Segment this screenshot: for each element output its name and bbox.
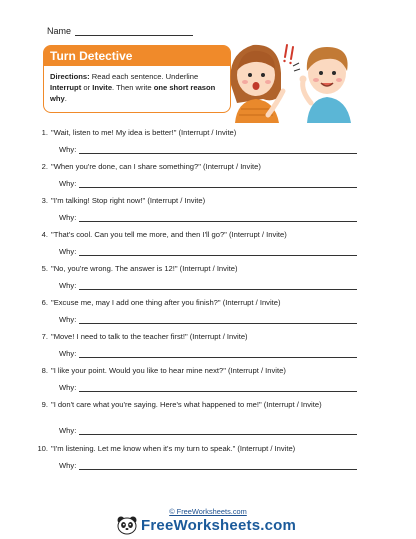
question-text: "No, you're wrong. The answer is 12!" (Interrupt / Invite) xyxy=(51,264,238,273)
question-text: "I like your point. Would you like to hear mine next?" (Interrupt / Invite) xyxy=(51,366,286,375)
why-label: Why: xyxy=(59,145,77,154)
why-label: Why: xyxy=(59,426,77,435)
worksheet-title: Turn Detective xyxy=(50,49,133,63)
directions-text xyxy=(50,71,226,104)
why-answer-line[interactable] xyxy=(79,179,357,188)
question-item xyxy=(36,128,376,162)
name-label: Name xyxy=(47,26,72,36)
why-label: Why: xyxy=(59,179,77,188)
directions-part: . xyxy=(64,94,67,103)
question-number: 6. xyxy=(41,298,48,307)
why-answer-line[interactable] xyxy=(79,349,357,358)
question-number: 4. xyxy=(41,230,48,239)
exclamation-icon xyxy=(283,45,293,64)
why-label: Why: xyxy=(59,315,77,324)
question-item xyxy=(36,162,376,196)
title-bar xyxy=(44,46,230,66)
question-item xyxy=(36,230,376,264)
name-row xyxy=(47,26,193,36)
question-item xyxy=(36,264,376,298)
girl-figure xyxy=(230,45,283,123)
question-text: "Excuse me, may I add one thing after you finish?" (Interrupt / Invite) xyxy=(51,298,281,307)
why-answer-line[interactable] xyxy=(79,281,357,290)
question-number: 9. xyxy=(41,400,48,409)
question-text: "I'm listening. Let me know when it's my turn to speak." (Interrupt / Invite) xyxy=(51,444,296,453)
question-item xyxy=(36,400,376,444)
boy-figure xyxy=(300,47,352,123)
why-answer-line[interactable] xyxy=(79,461,357,470)
question-text: "That's cool. Can you tell me more, and then I'll go?" (Interrupt / Invite) xyxy=(51,230,287,239)
why-label: Why: xyxy=(59,383,77,392)
question-number: 7. xyxy=(41,332,48,341)
question-text: "Wait, listen to me! My idea is better!" (Interrupt / Invite) xyxy=(51,128,237,137)
directions-part: . Then write xyxy=(112,83,154,92)
question-item xyxy=(36,298,376,332)
header-box xyxy=(43,45,231,113)
question-number: 2. xyxy=(41,162,48,171)
question-number: 1. xyxy=(41,128,48,137)
question-text: "Move! I need to talk to the teacher first!" (Interrupt / Invite) xyxy=(51,332,248,341)
directions-word-invite: Invite xyxy=(92,83,113,92)
why-answer-line[interactable] xyxy=(79,213,357,222)
question-number: 10. xyxy=(37,444,48,453)
question-item xyxy=(36,332,376,366)
question-text: "When you're done, can I share something?" (Interrupt / Invite) xyxy=(51,162,261,171)
why-answer-line[interactable] xyxy=(79,383,357,392)
question-number: 5. xyxy=(41,264,48,273)
footer-logo xyxy=(116,515,296,535)
why-label: Why: xyxy=(59,213,77,222)
directions-word-interrupt: Interrupt xyxy=(50,83,82,92)
why-answer-line[interactable] xyxy=(79,247,357,256)
question-text: "I don't care what you're saying. Here's what happened to me!" (Interrupt / Invite) xyxy=(51,400,322,409)
why-label: Why: xyxy=(59,247,77,256)
why-label: Why: xyxy=(59,349,77,358)
why-label: Why: xyxy=(59,461,77,470)
question-number: 8. xyxy=(41,366,48,375)
question-item xyxy=(36,196,376,230)
question-item xyxy=(36,444,376,478)
directions-emphasis: one short reason why xyxy=(50,83,216,103)
question-text: "I'm talking! Stop right now!" (Interrupt / Invite) xyxy=(51,196,206,205)
directions-part: or xyxy=(81,83,93,92)
why-answer-line[interactable] xyxy=(79,315,357,324)
directions-part: Read each sentence. Underline xyxy=(89,72,199,81)
kids-illustration xyxy=(223,33,373,123)
question-item xyxy=(36,366,376,400)
footer-url-text[interactable]: © FreeWorksheets.com xyxy=(169,507,247,516)
panda-icon xyxy=(116,515,138,535)
question-number: 3. xyxy=(41,196,48,205)
why-answer-line[interactable] xyxy=(79,145,357,154)
speech-lines-icon xyxy=(293,63,300,71)
name-line[interactable] xyxy=(75,26,193,36)
footer-brand: FreeWorksheets.com xyxy=(141,516,297,534)
directions-label: Directions: xyxy=(50,72,90,81)
why-label: Why: xyxy=(59,281,77,290)
question-list xyxy=(36,128,376,478)
why-answer-line[interactable] xyxy=(79,426,357,435)
